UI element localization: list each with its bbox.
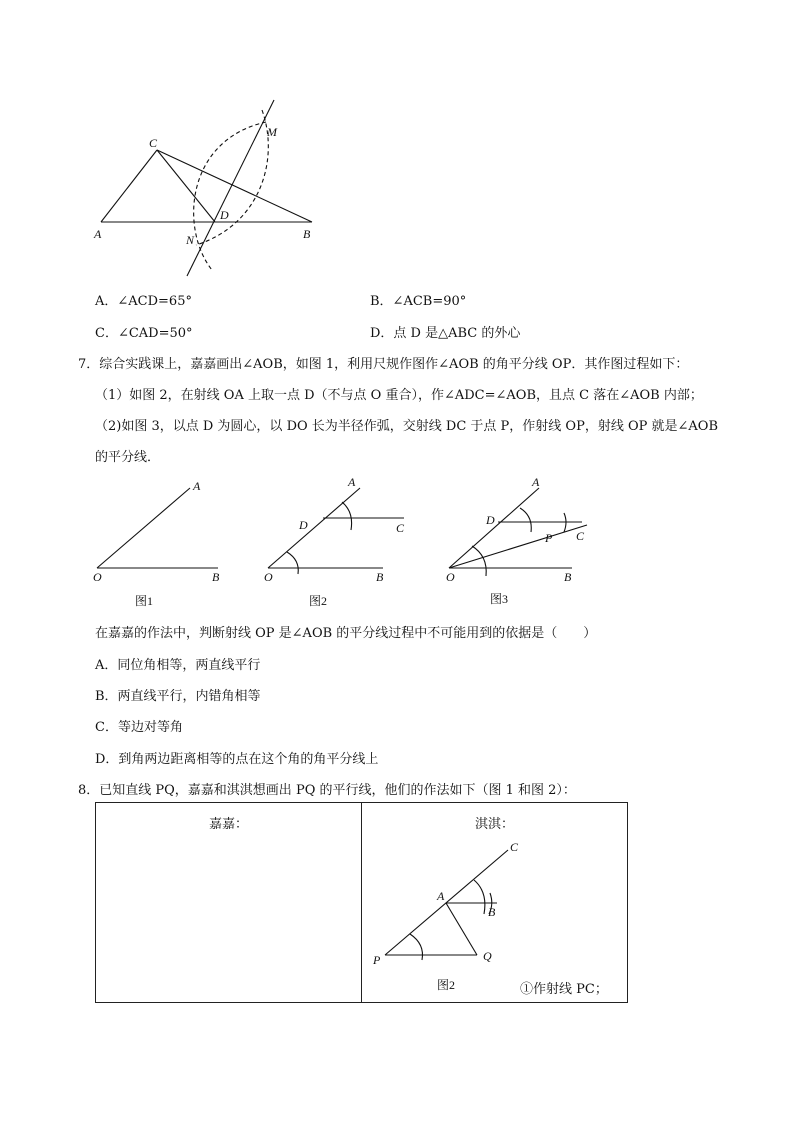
q7-step1: （1）如图 2，在射线 OA 上取一点 D（不与点 O 重合），作∠ADC=∠AOB，且点 C 落在∠AOB 内部； (95, 388, 703, 403)
arc-at-p (410, 934, 423, 960)
fig1-caption: 图1 (135, 594, 154, 608)
fig3-label-o: O (446, 570, 455, 584)
q7-step2-line2: 的平分线． (95, 450, 161, 465)
q7-step2-line1: （2)如图 3，以点 D 为圆心，以 DO 长为半径作弧，交射线 DC 于点 P，作射线 OP，射线 OP 就是∠AOB (95, 419, 718, 434)
arc-at-a (474, 880, 485, 914)
fig1-label-o: O (93, 570, 102, 584)
q8-col2-title: 淇淇： (474, 817, 514, 832)
q6-option-d[interactable]: D．点 D 是△ABC 的外心 (370, 326, 521, 341)
fig3-label-b: B (564, 570, 572, 584)
q6-label-m: M (267, 125, 277, 139)
q6-label-c: C (149, 136, 158, 150)
q7-option-b[interactable]: B．两直线平行，内错角相等 (95, 689, 261, 704)
fig3-label-d: D (486, 513, 495, 527)
q6-option-a[interactable]: A．∠ACD=65° (95, 294, 192, 309)
q7-option-c[interactable]: C．等边对等角 (95, 720, 183, 735)
q8-label-b: B (488, 905, 496, 919)
fig2-label-a: A (348, 475, 356, 489)
fig3-caption: 图3 (490, 592, 509, 606)
q7-option-d[interactable]: D．到角两边距离相等的点在这个角的角平分线上 (95, 752, 379, 767)
q8-stem: 8．已知直线 PQ，嘉嘉和淇淇想画出 PQ 的平行线，他们的作法如下（图 1 和图 2）： (78, 783, 576, 798)
q8-col1-title: 嘉嘉： (208, 817, 248, 832)
q8-label-c: C (510, 840, 519, 854)
q7-option-a[interactable]: A．同位角相等，两直线平行 (95, 658, 261, 673)
fig2-label-o: O (264, 570, 273, 584)
q8-label-q: Q (483, 949, 492, 963)
fig2-label-c: C (396, 521, 405, 535)
fig3-label-p: P (545, 531, 553, 545)
fig2-caption: 图2 (309, 594, 328, 608)
q6-option-c[interactable]: C．∠CAD=50° (95, 326, 193, 341)
q6-label-n: N (186, 233, 195, 247)
q6-option-b[interactable]: B．∠ACB=90° (370, 294, 467, 309)
segment-aq (446, 903, 477, 955)
q6-label-b: B (303, 227, 311, 241)
fig1-label-a: A (193, 479, 201, 493)
q8-fig-caption: 图2 (437, 978, 456, 992)
q7-stem: 7．综合实践课上，嘉嘉画出∠AOB，如图 1，利用尺规作图作∠AOB 的角平分线 OP．其作图过程如下： (78, 357, 689, 372)
fig1-label-b: B (212, 570, 220, 584)
q8-step1: ①作射线 PC； (520, 982, 608, 997)
q6-label-d: D (220, 208, 229, 222)
fig2-label-b: B (376, 570, 384, 584)
fig3-label-a: A (532, 475, 540, 489)
fig3-label-c: C (576, 529, 585, 543)
q8-label-p: P (373, 953, 381, 967)
q6-label-a: A (94, 227, 102, 241)
fig2-label-d: D (299, 518, 308, 532)
q7-question: 在嘉嘉的作法中，判断射线 OP 是∠AOB 的平分线过程中不可能用到的依据是（ ） (95, 626, 597, 641)
q8-label-a: A (437, 889, 445, 903)
